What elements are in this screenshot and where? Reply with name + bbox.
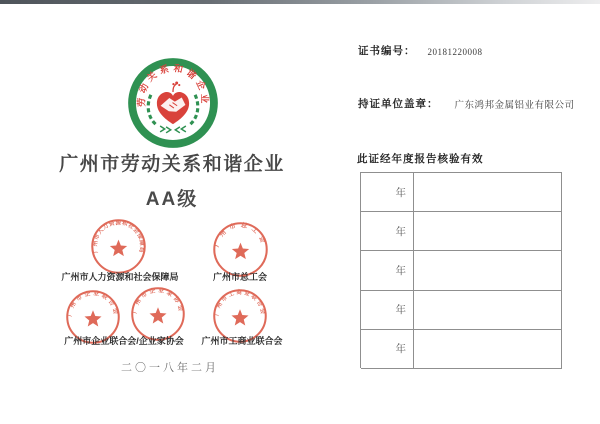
seal-arc-text: 广州市总工会	[213, 221, 268, 248]
holder-company-label: 持证单位盖章：	[358, 98, 439, 110]
certificate-number-value: 20181220008	[427, 47, 483, 57]
year-cell: 年	[361, 251, 414, 290]
year-cell: 年	[361, 291, 414, 330]
validity-note: 此证经年度报告核验有效	[357, 153, 484, 165]
verification-cell	[414, 212, 562, 251]
seal-label-industry-commerce: 广州市工商业联合会	[201, 336, 283, 346]
verification-cell	[414, 251, 562, 290]
holder-company-value: 广东鸿邦金属铝业有限公司	[454, 101, 575, 111]
seal-arc-text: 广州市企业家协会	[132, 287, 184, 315]
seal-hr-bureau-icon	[90, 218, 147, 275]
year-cell: 年	[361, 212, 414, 251]
certificate-number-label: 证书编号：	[358, 45, 416, 57]
certificate-grade: AA级	[145, 189, 199, 210]
year-cell: 年	[361, 330, 414, 369]
seal-arc-text: 广州市企业联合会	[67, 290, 119, 318]
seal-label-trade-union: 广州市总工会	[212, 272, 267, 282]
certificate-title: 广州市劳动关系和谐企业	[59, 154, 285, 175]
certificate-number-row	[358, 41, 483, 59]
seal-label-hr-bureau: 广州市人力资源和社会保障局	[61, 272, 179, 282]
scan-top-edge	[0, 0, 600, 4]
year-cell: 年	[361, 173, 414, 212]
harmonious-enterprise-emblem-icon	[127, 57, 219, 149]
seal-arc-text: 广州市工商业联合会	[214, 290, 266, 317]
seal-label-enterprise-federation: 广州市企业联合会/企业家协会	[64, 336, 184, 346]
annual-verification-table	[360, 172, 562, 368]
verification-cell	[414, 330, 562, 369]
issue-date: 二〇一八年二月	[121, 362, 219, 374]
holder-company-row	[358, 94, 575, 112]
emblem-arc-text: 劳动关系和谐企业	[136, 62, 210, 107]
verification-cell	[414, 173, 562, 212]
verification-cell	[414, 291, 562, 330]
seal-arc-text: 广州市人力资源和社会保障局	[92, 220, 145, 254]
